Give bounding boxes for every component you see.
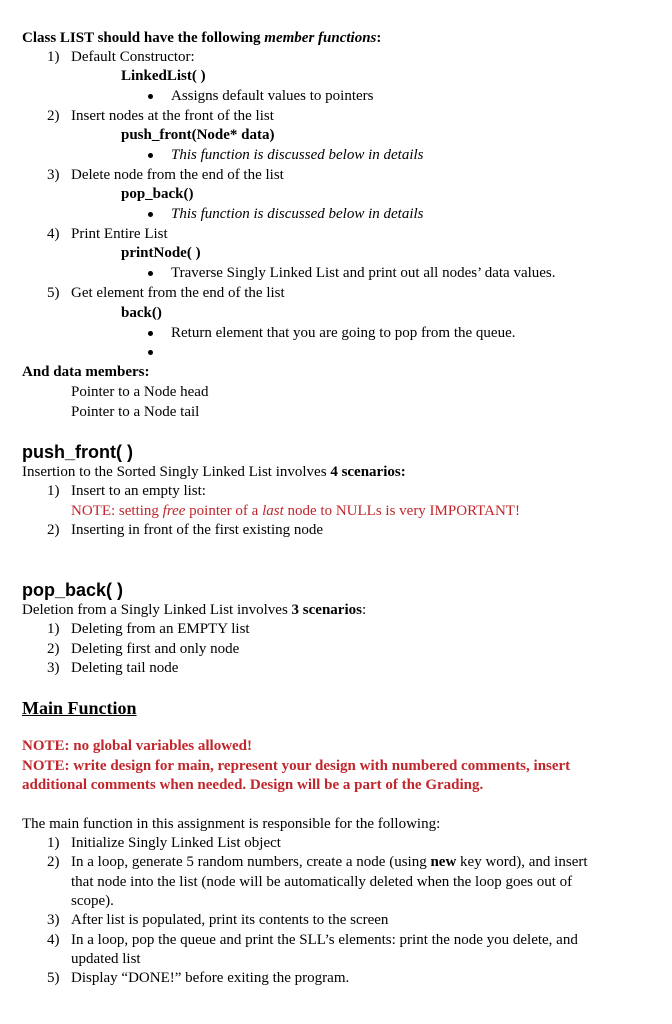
- main-step: In a loop, generate 5 random numbers, create a node (using new key word), and insert: [71, 854, 588, 870]
- bullet-icon: [148, 212, 153, 217]
- main-step: Initialize Singly Linked List object: [71, 835, 281, 851]
- push-front-title: push_front( ): [22, 442, 133, 462]
- class-list-heading: Class LIST should have the following member functions:: [22, 30, 382, 46]
- item-number: 4): [47, 932, 60, 948]
- data-member-item: Pointer to a Node head: [71, 384, 209, 400]
- item-number: 1): [47, 49, 60, 65]
- bullet-icon: [148, 350, 153, 355]
- item-number: 4): [47, 226, 60, 242]
- bullet-icon: [148, 331, 153, 336]
- member-function-desc: Insert nodes at the front of the list: [71, 108, 274, 124]
- bullet-icon: [148, 94, 153, 99]
- main-step-continued: that node into the list (node will be automatically deleted when the loop goes out of: [71, 874, 573, 890]
- member-function-desc: Get element from the end of the list: [71, 285, 285, 301]
- scenario-item: Deleting tail node: [71, 660, 179, 676]
- bullet-text: This function is discussed below in details: [171, 147, 424, 163]
- scenario-item: Inserting in front of the first existing node: [71, 522, 324, 538]
- main-intro: The main function in this assignment is responsible for the following:: [22, 816, 441, 832]
- item-number: 2): [47, 108, 60, 124]
- main-step: Display “DONE!” before exiting the program.: [71, 970, 350, 986]
- member-function-desc: Default Constructor:: [71, 49, 195, 65]
- data-member-item: Pointer to a Node tail: [71, 404, 200, 420]
- item-number: 5): [47, 285, 60, 301]
- bullet-text: This function is discussed below in details: [171, 206, 424, 222]
- bullet-icon: [148, 271, 153, 276]
- data-members-heading: And data members:: [22, 364, 150, 380]
- member-function-signature: pop_back(): [121, 186, 194, 202]
- member-function-signature: push_front(Node* data): [121, 127, 275, 143]
- member-function-desc: Print Entire List: [71, 226, 168, 242]
- item-number: 1): [47, 483, 60, 499]
- item-number: 2): [47, 522, 60, 538]
- member-function-signature: back(): [121, 305, 162, 321]
- bullet-text: Traverse Singly Linked List and print out all nodes’ data values.: [171, 265, 556, 281]
- push-front-note: NOTE: setting free pointer of a last node to NULLs is very IMPORTANT!: [71, 503, 520, 519]
- item-number: 2): [47, 854, 60, 870]
- main-function-title: Main Function: [22, 698, 137, 718]
- push-front-intro: Insertion to the Sorted Singly Linked List involves 4 scenarios:: [22, 464, 406, 480]
- item-number: 3): [47, 660, 60, 676]
- scenario-item: Insert to an empty list:: [71, 483, 206, 499]
- item-number: 5): [47, 970, 60, 986]
- bullet-icon: [148, 153, 153, 158]
- bullet-text: Return element that you are going to pop from the queue.: [171, 325, 516, 341]
- main-note-globals: NOTE: no global variables allowed!: [22, 738, 253, 754]
- member-function-signature: printNode( ): [121, 245, 201, 261]
- item-number: 2): [47, 641, 60, 657]
- main-step: After list is populated, print its contents to the screen: [71, 912, 389, 928]
- item-number: 1): [47, 835, 60, 851]
- pop-back-title: pop_back( ): [22, 580, 124, 600]
- scenario-item: Deleting first and only node: [71, 641, 240, 657]
- main-step-continued: updated list: [71, 951, 141, 967]
- scenario-item: Deleting from an EMPTY list: [71, 621, 250, 637]
- member-function-signature: LinkedList( ): [121, 68, 206, 84]
- item-number: 1): [47, 621, 60, 637]
- pop-back-intro: Deletion from a Singly Linked List involves 3 scenarios:: [22, 602, 367, 618]
- item-number: 3): [47, 912, 60, 928]
- main-step-continued: scope).: [71, 893, 114, 909]
- main-step: In a loop, pop the queue and print the SLL’s elements: print the node you delete, and: [71, 932, 578, 948]
- main-note-design-line1: NOTE: write design for main, represent your design with numbered comments, insert: [22, 758, 571, 774]
- bullet-text: Assigns default values to pointers: [171, 88, 374, 104]
- main-note-design-line2: additional comments when needed. Design will be a part of the Grading.: [22, 777, 484, 793]
- item-number: 3): [47, 167, 60, 183]
- member-function-desc: Delete node from the end of the list: [71, 167, 284, 183]
